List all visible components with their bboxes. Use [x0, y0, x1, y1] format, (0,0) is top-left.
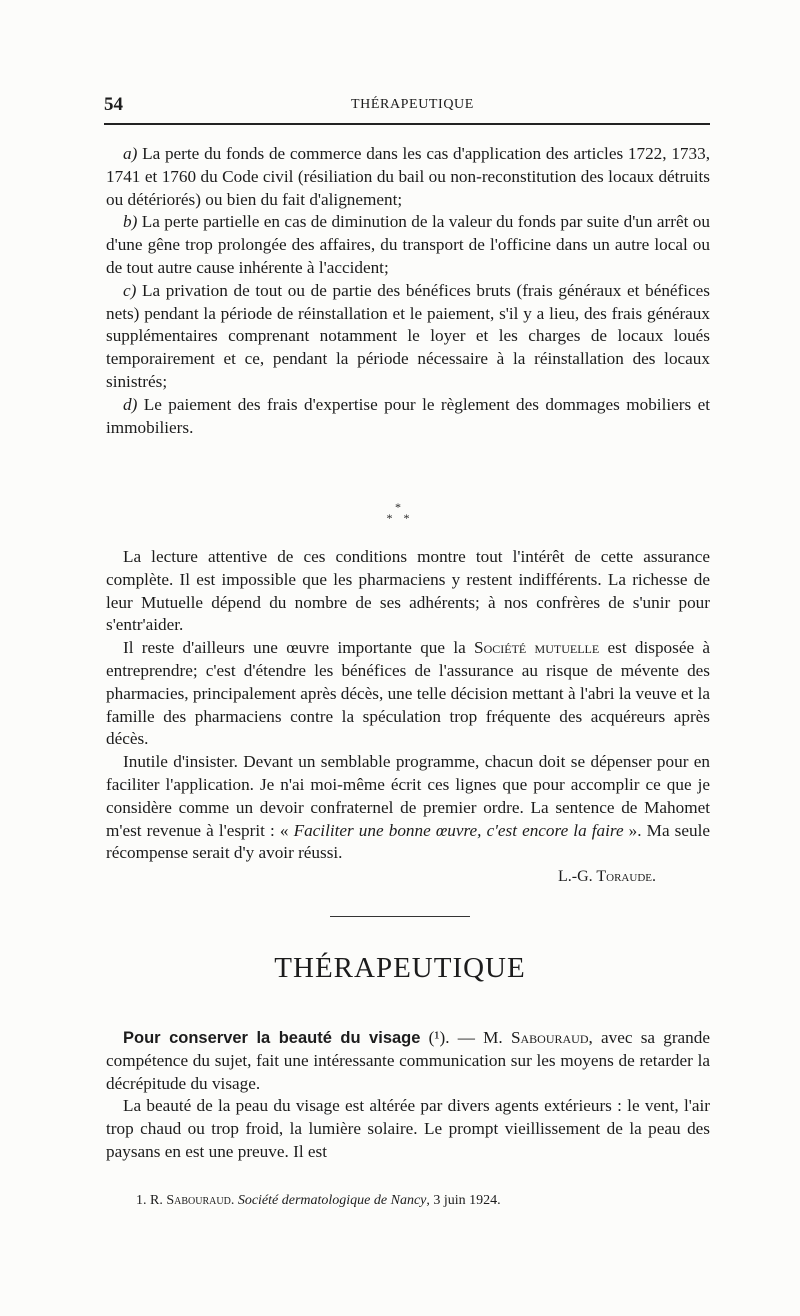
list-marker: c): [123, 280, 137, 300]
paragraph-2: [106, 637, 710, 751]
list-item-text: La privation de tout ou de partie des bénéfices bruts (frais généraux et bénéfices nets) pendant la période de réinstallation et le paiement, s'il y a lieu, des frais généraux supplémentaires comprenant notamment le loyer et les charges de locaux loués temporairement et ce, pendant la période nécessaire à la réinstallation des locaux sinistrés;: [106, 280, 710, 391]
article-conclusion: [106, 546, 710, 865]
running-head: [104, 94, 710, 118]
section-paragraph-2: La beauté de la peau du visage est altérée par divers agents extérieurs : le vent, l'air trop chaud ou trop froid, la lumière solaire. Le prompt vieillissement de la peau des paysans en est une preuve. Il est: [106, 1096, 710, 1161]
section-lead-heading: Pour conserver la beauté du visage: [123, 1029, 421, 1047]
list-item-b: [106, 211, 710, 279]
author-signature: L.-G. Toraude.: [558, 868, 656, 885]
paragraph-text: Inutile d'insister. Devant un semblable programme, chacun doit se dépenser pour en faciliter l'application. Je n'ai moi-même écrit ces lignes que pour accomplir ce que je considère comme un devoir confraternel de premier ordre. La sentence de Mahomet m'est revenue à l'esprit : «: [106, 752, 710, 840]
paragraph-1: La lecture attentive de ces conditions montre tout l'intérêt de cette assurance complète. Il est impossible que les pharmaciens y restent indifférents. La richesse de leur Mutuelle dépend du nombre de ses adhérents; à nos confrères de s'unir pour s'entr'aider.: [106, 547, 710, 635]
list-marker: d): [123, 394, 138, 414]
asterism-bottom: * *: [386, 511, 414, 525]
footnote: [136, 1193, 710, 1209]
section-title: THÉRAPEUTIQUE: [274, 952, 526, 984]
footnote-date: , 3 juin 1924.: [426, 1193, 501, 1208]
author-name: Sabouraud: [510, 1028, 589, 1047]
coverage-list: [106, 143, 710, 439]
list-marker: a): [123, 144, 138, 163]
quotation: Faciliter une bonne œuvre, c'est encore la faire: [293, 820, 624, 840]
list-item-text: La perte partielle en cas de diminution de la valeur du fonds par suite d'un arrêt ou d'une gêne trop prolongée des affaires, du transport de l'officine dans un autre local ou de tout autre cause inhérente à l'accident;: [106, 212, 710, 277]
list-item-a: [106, 143, 710, 211]
list-item-text: La perte du fonds de commerce dans les cas d'application des articles 1722, 1733, 1741 et 1760 du Code civil (résiliation du bail ou non-reconstitution des locaux détruits ou détériorés) ou bien du fait d'alignement;: [106, 144, 710, 209]
page-number: 54: [104, 94, 123, 115]
footnote-author: Sabouraud: [166, 1193, 231, 1208]
paragraph-3: [106, 751, 710, 865]
list-item-d: [106, 394, 710, 440]
running-head-title: THÉRAPEUTIQUE: [351, 97, 474, 112]
list-item-text: Le paiement des frais d'expertise pour le règlement des dommages mobiliers et immobiliers.: [106, 394, 710, 437]
list-item-c: [106, 280, 710, 394]
paragraph-text: (¹). — M.: [420, 1028, 511, 1047]
section-rule: [330, 916, 470, 917]
paragraph-text: est disposée à entreprendre; c'est d'étendre les bénéfices de l'assurance au risque de mévente des pharmacies, principalement après décès, une telle décision mettant à l'abri la veuve et la famille des pharmaciens contre la spéculation trop fréquente des acquéreurs après décès.: [106, 638, 710, 749]
header-rule: [104, 123, 710, 125]
section-paragraph-1: [106, 1027, 710, 1095]
list-marker: b): [123, 212, 138, 232]
therapeutique-section: [106, 1027, 710, 1164]
paragraph-text: ». Ma seule récompense serait d'y avoir réussi.: [106, 820, 710, 863]
asterism-top: *: [395, 500, 405, 514]
asterism-separator: [0, 502, 800, 524]
paragraph-text: Il reste d'ailleurs une œuvre importante que la: [123, 638, 475, 658]
paragraph-text: , avec sa grande compétence du sujet, fait une intéressante communication sur les moyens de retarder la décrépitude du visage.: [106, 1028, 711, 1093]
footnote-separator: .: [230, 1193, 238, 1208]
footnote-number: 1. R.: [136, 1193, 167, 1208]
footnote-journal: Société dermatologique de Nancy: [237, 1193, 427, 1208]
society-name: Société mutuelle: [474, 638, 600, 658]
